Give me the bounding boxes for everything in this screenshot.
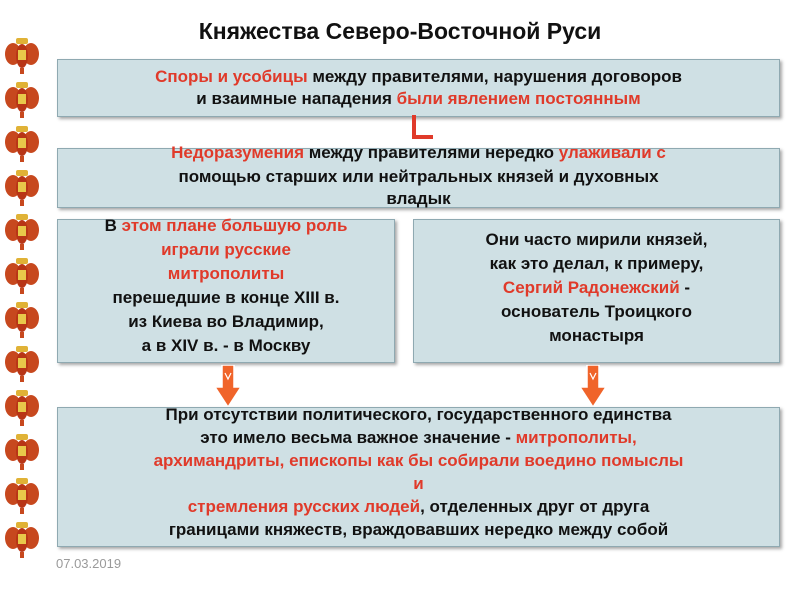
box-disputes-red1: Споры и усобицы [155,67,308,86]
box-conclusion-red1: митрополиты, [515,428,637,447]
box-misunderstandings [57,143,780,208]
box-misunderstandings-text1: между правителями нередко [304,143,559,162]
connector-arrow-icon [411,115,433,141]
box-metropolitans-red1: этом плане большую роль [121,216,348,235]
box-sergius-text4: основатель Троицкого [500,302,693,321]
box-conclusion-text3: , отделенных друг от друга [420,497,650,516]
box-conclusion-red3: и [413,474,424,493]
box-sergius-text5: монастыря [549,326,644,345]
box-sergius-red1: Сергий Радонежский [502,278,680,297]
eagle-icon [4,300,40,340]
box-conclusion-text2: это имело весьма важное значение - [200,428,516,447]
box-disputes [57,59,780,117]
eagle-icon [4,432,40,472]
eagle-icon [4,256,40,296]
slide-date: 07.03.2019 [56,556,122,571]
box-conclusion-text1: При отсутствии политического, государственного единства [165,405,672,424]
box-disputes-red2: были явлением постоянным [396,89,641,108]
eagle-icon [4,36,40,76]
eagle-icon [4,212,40,252]
box-disputes-text2: и взаимные нападения [196,89,397,108]
box-conclusion-red4: стремления русских людей [187,497,421,516]
box-metropolitans-text1: В [104,216,122,235]
box-metropolitans-text2: перешедшие в конце XIII в. [112,288,340,307]
box-sergius-text1: Они часто мирили князей, [485,230,708,249]
box-sergius-text3: - [679,278,691,297]
box-misunderstandings-red1: Недоразумения [171,143,304,162]
box-sergius-text2: как это делал, к примеру, [489,254,704,273]
down-arrow-right-icon [580,365,606,407]
box-misunderstandings-red2: улаживали с [558,143,666,162]
eagle-icon [4,168,40,208]
box-metropolitans-red3: митрополиты [167,264,285,283]
eagle-icon [4,388,40,428]
box-metropolitans-text4: а в XIV в. - в Москву [141,336,311,355]
slide-title: Княжества Северо-Восточной Руси [198,18,602,44]
box-metropolitans-text3: из Киева во Владимир, [128,312,324,331]
box-sergius [413,219,780,363]
box-misunderstandings-text2: помощью старших или нейтральных князей и духовных [178,167,659,186]
box-misunderstandings-text3: владык [386,189,451,208]
box-metropolitans-red2: играли русские [161,240,291,259]
eagle-icon [4,344,40,384]
eagle-icon [4,80,40,120]
box-conclusion [57,407,780,547]
eagle-icon [4,124,40,164]
down-arrow-left-icon [215,365,241,407]
box-disputes-text1: между правителями, нарушения договоров [307,67,682,86]
box-conclusion-text4: границами княжеств, враждовавших нередко между собой [168,520,669,539]
box-metropolitans [57,216,395,363]
box-conclusion-red2: архимандриты, епископы как бы собирали воедино помыслы [153,451,684,470]
eagle-icon [4,476,40,516]
eagle-icon [4,520,40,560]
